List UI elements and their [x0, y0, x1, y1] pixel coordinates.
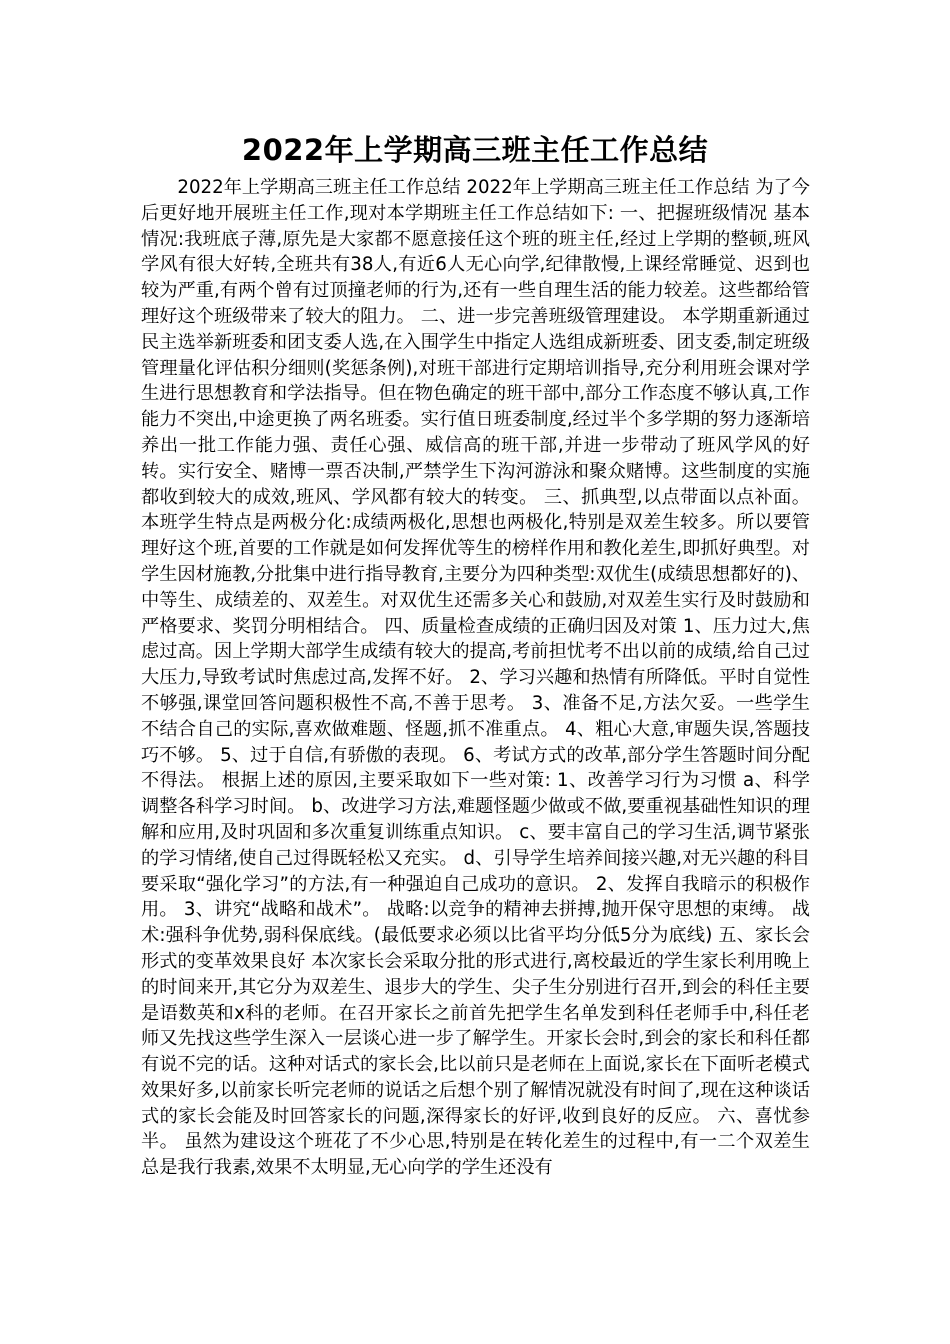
- document-title: 2022年上学期高三班主任工作总结: [241, 133, 709, 167]
- document-body: 2022年上学期高三班主任工作总结 2022年上学期高三班主任工作总结 为了今后更好地开展班主任工作,现对本学期班主任工作总结如下: 一、把握班级情况 基本情况:我班底子薄,原先是大家都不愿意接任这个班的班主任,经过上学期的整顿,班风学风有很大好转,全班共有38人,有近6人无心向学,纪律散慢,上课经常睡觉、迟到也较为严重,有两个曾有过顶撞老师的行为,还有一些自理生活的能力较差。这些都给管理好这个班级带来了较大的阻力。 二、进一步完善班级管理建设。 本学期重新通过民主选举新班委和团支委人选,在入围学生中指定人选组成新班委、团支委,制定班级管理量化评估积分细则(奖惩条例),对班干部进行定期培训指导,充分利用班会课对学生进行思想教育和学法指导。但在物色确定的班干部中,部分工作态度不够认真,工作能力不突出,中途更换了两名班委。实行值日班委制度,经过半个多学期的努力逐渐培养出一批工作能力强、责任心强、威信高的班干部,并进一步带动了班风学风的好转。实行安全、赌博一票否决制,严禁学生下沟河游泳和聚众赌博。这些制度的实施都收到较大的成效,班风、学风都有较大的转变。 三、抓典型,以点带面以点补面。 本班学生特点是两极分化:成绩两极化,思想也两极化,特别是双差生较多。所以要管理好这个班,首要的工作就是如何发挥优等生的榜样作用和教化差生,即抓好典型。对学生因材施教,分批集中进行指导教育,主要分为四种类型:双优生(成绩思想都好的)、中等生、成绩差的、双差生。对双优生还需多关心和鼓励,对双差生实行及时鼓励和严格要求、奖罚分明相结合。 四、质量检查成绩的正确归因及对策 1、压力过大,焦虑过高。因上学期大部学生成绩有较大的提高,考前担忧考不出以前的成绩,给自己过大压力,导致考试时焦虑过高,发挥不好。 2、学习兴趣和热情有所降低。平时自觉性不够强,课堂回答问题积极性不高,不善于思考。 3、准备不足,方法欠妥。一些学生不结合自己的实际,喜欢做难题、怪题,抓不准重点。 4、粗心大意,审题失误,答题技巧不够。 5、过于自信,有骄傲的表现。 6、考试方式的改革,部分学生答题时间分配不得法。 根据上述的原因,主要采取如下一些对策: 1、改善学习行为习惯 a、科学调整各科学习时间。 b、改进学习方法,难题怪题少做或不做,要重视基础性知识的理解和应用,及时巩固和多次重复训练重点知识。 c、要丰富自己的学习生活,调节紧张的学习情绪,使自己过得既轻松又充实。 d、引导学生培养间接兴趣,对无兴趣的科目要采取“强化学习”的方法,有一种强迫自己成功的意识。 2、发挥自我暗示的积极作用。 3、讲究“战略和战术”。 战略:以竞争的精神去拼搏,抛开保守思想的束缚。 战术:强科争优势,弱科保底线。(最低要求必须以比省平均分低5分为底线) 五、家长会形式的变革效果良好 本次家长会采取分批的形式进行,离校最近的学生家长利用晚上的时间来开,其它分为双差生、退步大的学生、尖子生分别进行召开,到会的科任主要是语数英和x科的老师。在召开家长之前首先把学生名单发到科任老师手中,科任老师又先找这些学生深入一层谈心进一步了解学生。开家长会时,到会的家长和科任都有说不完的话。这种对话式的家长会,比以前只是老师在上面说,家长在下面听老模式效果好多,以前家长听完老师的说话之后想个别了解情况就没有时间了,现在这种谈话式的家长会能及时回答家长的问题,深得家长的好评,收到良好的反应。 六、喜忧参半。 虽然为建设这个班花了不少心思,特别是在转化差生的过程中,有一二个双差生总是我行我素,效果不太明显,无心向学的学生还没有: [141, 177, 810, 1179]
